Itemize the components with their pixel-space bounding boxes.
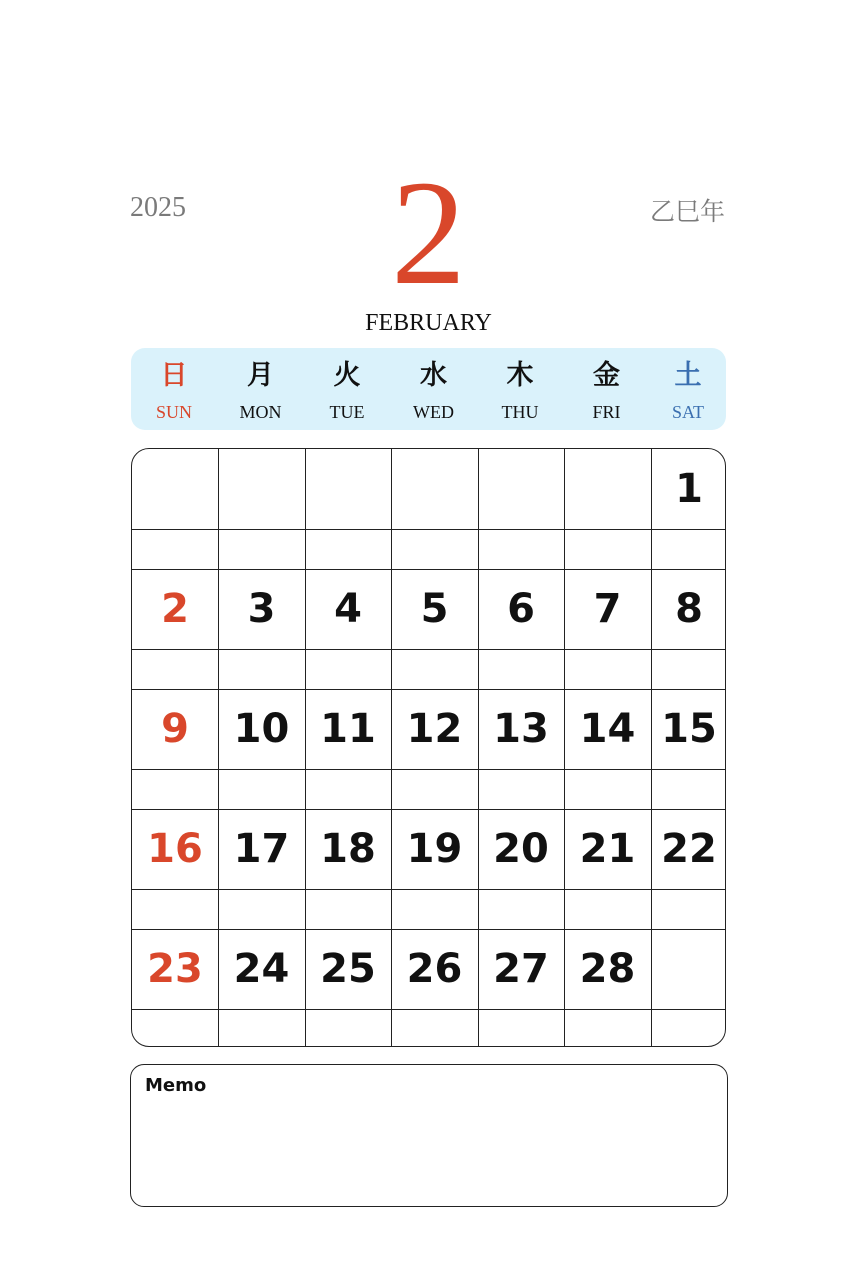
weekday-abbr: WED — [413, 402, 454, 422]
day-cell[interactable]: 9 — [161, 706, 189, 752]
weekday-sun — [131, 348, 217, 430]
weekday-abbr: THU — [501, 402, 539, 422]
weekday-mon — [217, 348, 304, 430]
day-cell[interactable]: 26 — [406, 946, 463, 992]
grid-row-line — [132, 649, 725, 650]
day-cell[interactable]: 18 — [320, 826, 376, 872]
day-cell[interactable]: 4 — [334, 586, 362, 632]
weekday-header — [131, 348, 726, 430]
weekday-kanji: 金 — [593, 360, 620, 391]
day-cell[interactable]: 25 — [320, 946, 376, 992]
month-name: FEBRUARY — [365, 310, 492, 336]
memo-box[interactable] — [130, 1064, 728, 1207]
day-cell[interactable]: 12 — [406, 706, 463, 752]
grid-row-line — [132, 529, 725, 530]
weekday-fri — [563, 348, 650, 430]
day-cell[interactable]: 6 — [507, 586, 535, 632]
weekday-kanji: 火 — [333, 360, 361, 391]
weekday-kanji: 日 — [160, 360, 188, 391]
day-cell[interactable]: 21 — [579, 826, 636, 872]
grid-row-line — [132, 769, 725, 770]
weekday-wed — [390, 348, 477, 430]
calendar-grid — [131, 448, 726, 1047]
day-cell[interactable]: 7 — [593, 586, 622, 632]
eto-label: 乙巳年 — [649, 197, 725, 226]
day-cell[interactable]: 11 — [320, 706, 376, 752]
memo-label: Memo — [145, 1075, 207, 1096]
day-cell[interactable]: 28 — [579, 946, 636, 992]
day-cell[interactable]: 22 — [661, 826, 717, 872]
day-cell[interactable]: 27 — [493, 946, 549, 992]
day-cell[interactable]: 5 — [420, 586, 449, 632]
year-label: 2025 — [130, 192, 186, 223]
weekday-abbr: SUN — [155, 402, 192, 422]
grid-row-line — [132, 889, 725, 890]
day-cell[interactable]: 10 — [233, 706, 290, 752]
weekday-tue — [304, 348, 390, 430]
day-cell[interactable]: 17 — [233, 826, 290, 872]
day-cell[interactable]: 19 — [406, 826, 463, 872]
weekday-abbr: FRI — [592, 402, 621, 422]
day-cell[interactable]: 2 — [161, 586, 189, 632]
weekday-sat — [650, 348, 726, 430]
day-cell[interactable]: 16 — [147, 826, 203, 872]
weekday-thu — [477, 348, 563, 430]
day-cell[interactable]: 8 — [675, 586, 703, 632]
weekday-kanji: 土 — [674, 360, 702, 391]
day-cell[interactable]: 13 — [493, 706, 549, 752]
weekday-abbr: SAT — [671, 402, 704, 422]
weekday-kanji: 木 — [506, 360, 534, 391]
day-cell[interactable]: 1 — [675, 466, 703, 512]
weekday-kanji: 月 — [247, 360, 274, 391]
day-cell[interactable]: 20 — [493, 826, 549, 872]
weekday-kanji: 水 — [420, 360, 447, 391]
day-cell[interactable]: 15 — [661, 706, 717, 752]
day-cell[interactable]: 23 — [147, 946, 203, 992]
weekday-abbr: MON — [239, 402, 282, 422]
day-cell[interactable]: 14 — [579, 706, 636, 752]
weekday-abbr: TUE — [329, 402, 365, 422]
grid-row-line — [132, 1009, 725, 1010]
month-number: 2 — [391, 150, 466, 316]
day-cell[interactable]: 24 — [233, 946, 290, 992]
day-cell[interactable]: 3 — [247, 586, 276, 632]
